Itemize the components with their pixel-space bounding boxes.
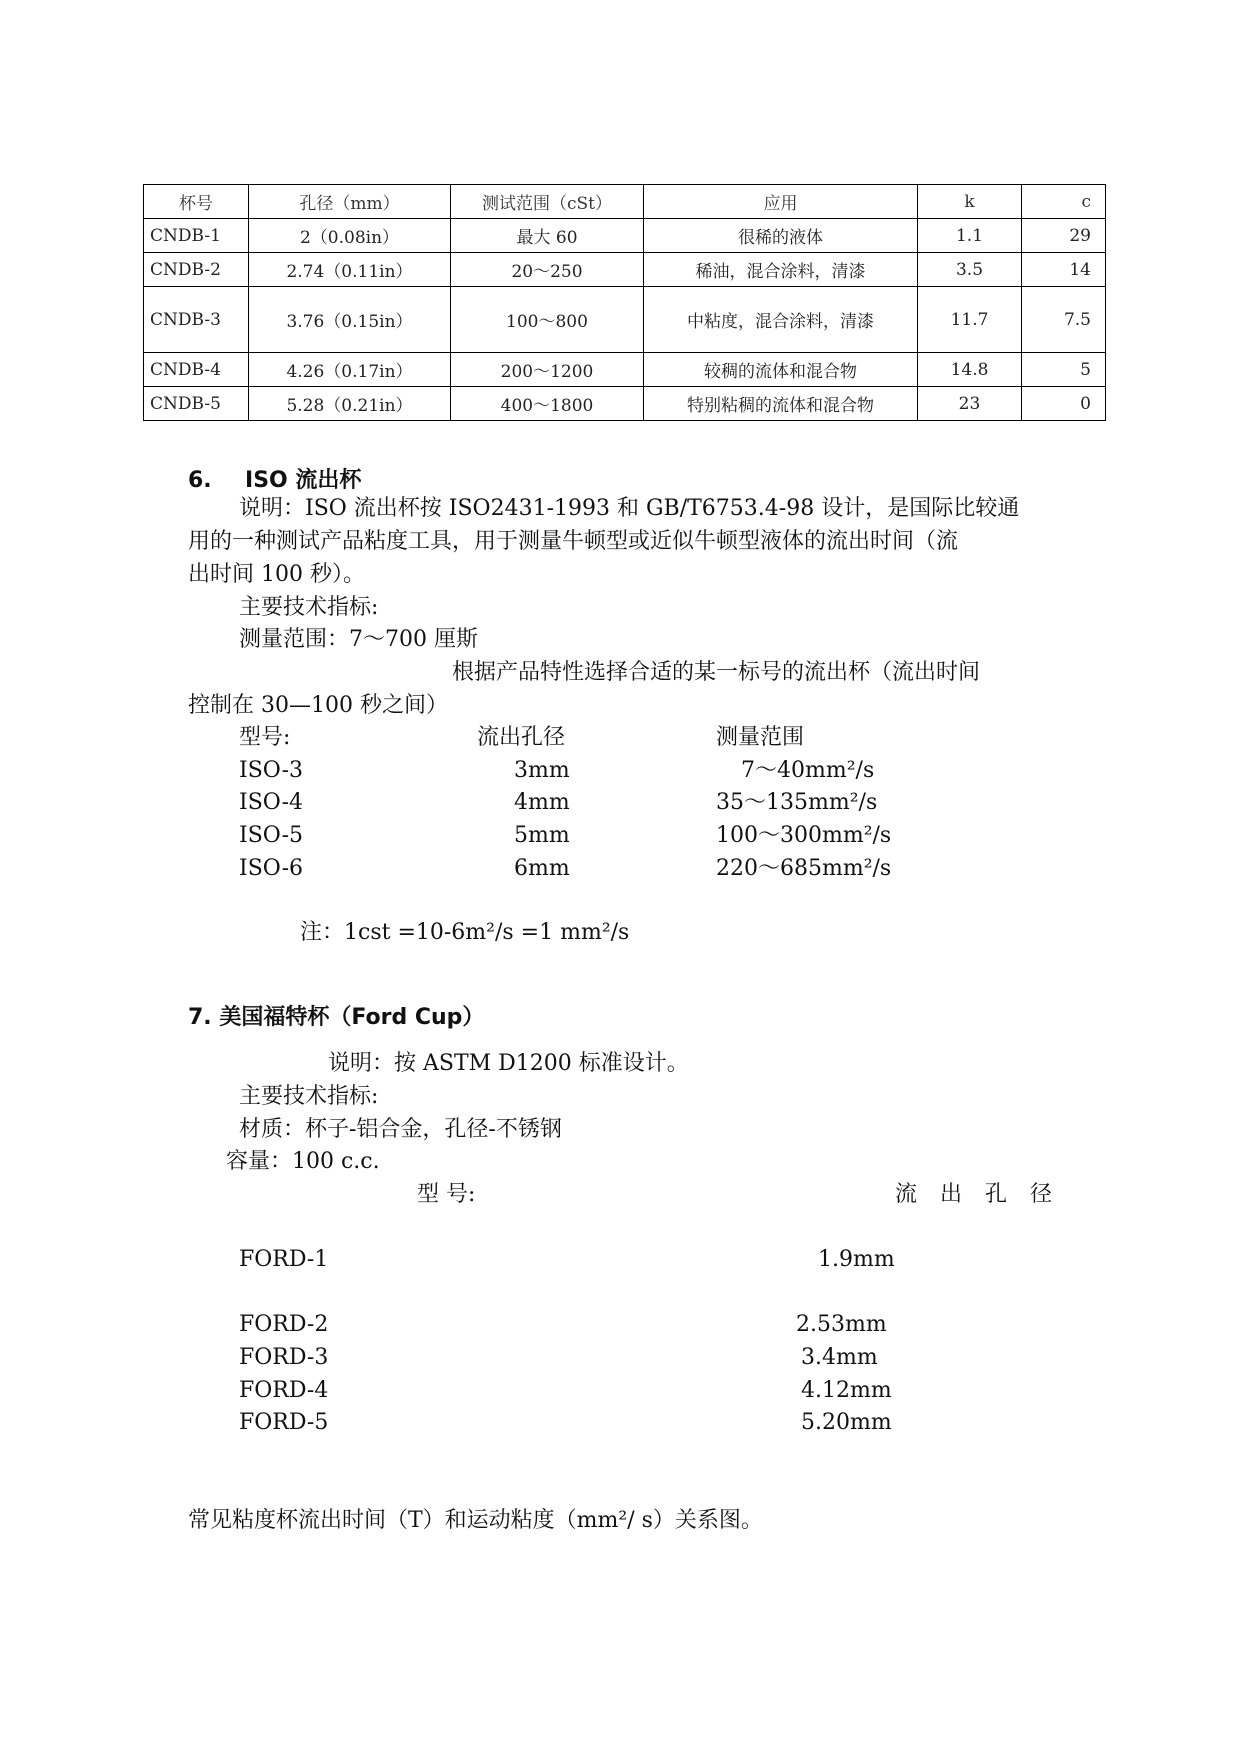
table-header-row [144, 185, 1106, 219]
cell-orifice: 4.26（0.17in） [249, 353, 451, 387]
cell-k: 1.1 [918, 219, 1022, 253]
cell-application: 特别粘稠的流体和混合物 [644, 387, 918, 421]
iso-col-model: 型号: [239, 725, 291, 750]
header-c: c [1022, 185, 1106, 219]
section6-desc-line2: 用的一种测试产品粘度工具，用于测量牛顿型或近似牛顿型液体的流出时间（流 [188, 529, 959, 554]
cell-cup-no: CNDB-1 [144, 219, 249, 253]
section7-title: 美国福特杯（Ford Cup） [219, 1005, 485, 1030]
header-cup-no: 杯号 [144, 185, 249, 219]
section6-note: 注：1cst =10-6m²/s =1 mm²/s [300, 920, 630, 945]
cell-application: 中粘度，混合涂料，清漆 [644, 287, 918, 353]
cell-cup-no: CNDB-2 [144, 253, 249, 287]
ford-row-model: FORD-3 [239, 1345, 329, 1370]
ford-row-model: FORD-5 [239, 1410, 329, 1435]
iso-row-range: 100～300mm²/s [716, 823, 892, 848]
cell-application: 较稠的流体和混合物 [644, 353, 918, 387]
cell-test-range: 200～1200 [451, 353, 644, 387]
section6-select-line2: 控制在 30—100 秒之间） [188, 693, 448, 718]
table-row [144, 387, 1106, 421]
cell-c: 7.5 [1022, 287, 1106, 353]
cell-c: 29 [1022, 219, 1106, 253]
iso-row-range: 35～135mm²/s [716, 790, 878, 815]
cell-cup-no: CNDB-4 [144, 353, 249, 387]
cell-orifice: 2（0.08in） [249, 219, 451, 253]
ford-row-orifice: 3.4mm [801, 1345, 878, 1370]
cell-test-range: 20～250 [451, 253, 644, 287]
ford-row-orifice: 4.12mm [801, 1378, 892, 1403]
ford-row-orifice: 5.20mm [801, 1410, 892, 1435]
ford-row-orifice: 2.53mm [796, 1312, 887, 1337]
section7-material: 材质：杯子-铝合金，孔径-不锈钢 [239, 1117, 562, 1142]
iso-row-orifice: 5mm [514, 823, 570, 848]
cell-k: 3.5 [918, 253, 1022, 287]
section6-desc-line1: 说明：ISO 流出杯按 ISO2431-1993 和 GB/T6753.4-98 设计，是国际比较通 [239, 496, 1020, 521]
section6-spec-title: 主要技术指标: [239, 595, 379, 620]
ford-col-model: 型 号: [417, 1182, 476, 1207]
iso-row-orifice: 3mm [514, 758, 570, 783]
cell-c: 0 [1022, 387, 1106, 421]
section7-capacity: 容量：100 c.c. [226, 1149, 380, 1174]
section7-number: 7. [188, 1005, 212, 1030]
section7-spec-title: 主要技术指标: [239, 1084, 379, 1109]
cell-test-range: 100～800 [451, 287, 644, 353]
header-application: 应用 [644, 185, 918, 219]
ford-row-model: FORD-1 [239, 1247, 329, 1272]
cell-application: 很稀的液体 [644, 219, 918, 253]
iso-row-model: ISO-5 [239, 823, 304, 848]
cell-k: 14.8 [918, 353, 1022, 387]
cell-application: 稀油，混合涂料，清漆 [644, 253, 918, 287]
ford-row-model: FORD-2 [239, 1312, 329, 1337]
iso-row-orifice: 4mm [514, 790, 570, 815]
cndb-cup-table [143, 184, 1106, 421]
chart-caption-text: 常见粘度杯流出时间（T）和运动粘度（mm²/ s）关系图。 [188, 1508, 763, 1533]
cell-orifice: 3.76（0.15in） [249, 287, 451, 353]
iso-row-range: 220～685mm²/s [716, 856, 892, 881]
cell-cup-no: CNDB-3 [144, 287, 249, 353]
iso-col-orifice: 流出孔径 [477, 725, 566, 750]
ford-col-orifice: 流 出 孔 径 [895, 1182, 1060, 1207]
table-row [144, 253, 1106, 287]
section6-heading [188, 463, 361, 494]
section7-desc: 说明：按 ASTM D1200 标准设计。 [328, 1051, 689, 1076]
table-row [144, 219, 1106, 253]
iso-row-model: ISO-4 [239, 790, 304, 815]
iso-row-model: ISO-3 [239, 758, 304, 783]
section6-range: 测量范围：7～700 厘斯 [239, 627, 478, 652]
table-row [144, 353, 1106, 387]
section6-select-line1: 根据产品特性选择合适的某一标号的流出杯（流出时间 [452, 660, 981, 685]
cell-c: 14 [1022, 253, 1106, 287]
iso-row-range: 7～40mm²/s [741, 758, 875, 783]
iso-row-model: ISO-6 [239, 856, 304, 881]
cell-orifice: 5.28（0.21in） [249, 387, 451, 421]
cell-k: 11.7 [918, 287, 1022, 353]
section6-number: 6. [188, 468, 212, 493]
ford-row-orifice: 1.9mm [818, 1247, 895, 1272]
header-test-range: 测试范围（cSt） [451, 185, 644, 219]
cell-orifice: 2.74（0.11in） [249, 253, 451, 287]
table-row [144, 287, 1106, 353]
header-k: k [918, 185, 1022, 219]
iso-row-orifice: 6mm [514, 856, 570, 881]
header-orifice: 孔径（mm） [249, 185, 451, 219]
section6-title: ISO 流出杯 [245, 468, 362, 493]
iso-col-range: 测量范围 [716, 725, 805, 750]
cell-c: 5 [1022, 353, 1106, 387]
section7-heading [188, 1000, 484, 1031]
cell-test-range: 400～1800 [451, 387, 644, 421]
cell-cup-no: CNDB-5 [144, 387, 249, 421]
section6-desc-line3: 出时间 100 秒）。 [188, 562, 365, 587]
cell-test-range: 最大 60 [451, 219, 644, 253]
cell-k: 23 [918, 387, 1022, 421]
ford-row-model: FORD-4 [239, 1378, 329, 1403]
